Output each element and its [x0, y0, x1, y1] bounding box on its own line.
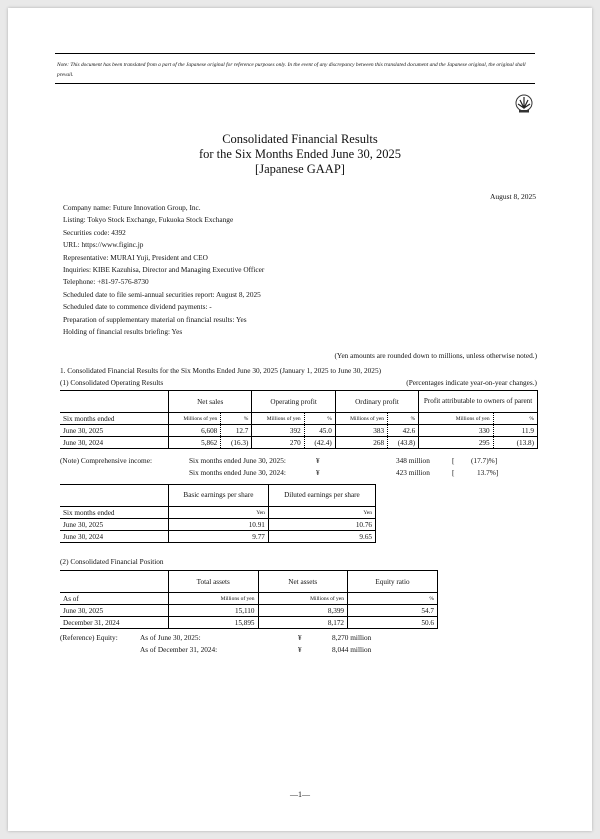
- filing-date: Scheduled date to file semi-annual securities report: August 8, 2025: [63, 289, 261, 299]
- table-row: June 30, 2025 6,608 12.7 392 45.0 383 42.6 330 11.9: [60, 425, 538, 437]
- col-basic-eps: Basic earnings per share: [169, 485, 269, 507]
- inquiries: Inquiries: KIBE Kazuhisa, Director and Managing Executive Officer: [63, 265, 265, 275]
- col-operating-profit: Operating profit: [252, 391, 335, 413]
- row-label-header: Six months ended: [60, 413, 169, 425]
- col-diluted-eps: Diluted earnings per share: [268, 485, 375, 507]
- table-row: June 30, 2025 15,110 8,399 54.7: [60, 605, 438, 617]
- representative: Representative: MURAI Yuji, President and CEO: [63, 252, 208, 262]
- results-briefing: Holding of financial results briefing: Yes: [63, 327, 183, 337]
- table-row: June 30, 2024 9.77 9.65: [60, 531, 376, 543]
- title-line-3: [Japanese GAAP]: [255, 162, 345, 176]
- title-line-1: Consolidated Financial Results: [222, 132, 378, 146]
- company-name: Company name: Future Innovation Group, Inc.: [63, 203, 201, 212]
- comprehensive-income-label: (Note) Comprehensive income:: [60, 456, 152, 465]
- document-title: [0, 132, 600, 177]
- table-row: June 30, 2024 5,862 (16.3) 270 (42.4) 268 (43.8) 295 (13.8): [60, 437, 538, 449]
- supplementary-material: Preparation of supplementary material on financial results: Yes: [63, 314, 247, 324]
- col-profit-owners: Profit attributable to owners of parent: [419, 391, 538, 413]
- operating-results-heading: (1) Consolidated Operating Results: [60, 378, 164, 387]
- company-info: [63, 202, 264, 338]
- eps-table: Basic earnings per share Diluted earnings per share Six months ended Yen Yen June 30, 2025 10.91 10.76 June 30, 2024 9.77 9.65: [60, 484, 376, 543]
- title-line-2: for the Six Months Ended June 30, 2025: [198, 147, 402, 161]
- dividend-date: Scheduled date to commence dividend payments: -: [63, 302, 212, 312]
- translation-note: Note: This document has been translated from a part of the Japanese original for reference purposes only. In the event of any discrepancy between this translated document and the Japanese original, the original shall prevail.: [55, 53, 535, 84]
- col-net-sales: Net sales: [169, 391, 252, 413]
- url: URL: https://www.figinc.jp: [63, 240, 144, 250]
- col-net-assets: Net assets: [258, 571, 348, 593]
- page-number: —1—: [290, 790, 310, 799]
- financial-position-table: Total assets Net assets Equity ratio As of Millions of yen Millions of yen % June 30, 2025 15,110 8,399 54.7 December 31, 2024 15,895 8,172 50.6: [60, 570, 438, 629]
- section-1-heading: 1. Consolidated Financial Results for the Six Months Ended June 30, 2025 (January 1, 2025 to June 30, 2025): [60, 366, 382, 375]
- report-date: August 8, 2025: [489, 192, 536, 201]
- operating-results-table: Net sales Operating profit Ordinary profit Profit attributable to owners of parent Six months ended Millions of yen % Millions of yen % Millions of yen % Millions of yen % June 30, 2025 6,608 12.7 392 45.0 383 42.6 330 11.9 June 30, 2024 5,862 (16.3) 270 (42.4) 268 (43.8) 295 (13.8): [60, 390, 538, 449]
- col-equity-ratio: Equity ratio: [348, 571, 438, 593]
- reference-equity-label: (Reference) Equity:: [60, 633, 118, 642]
- company-logo-icon: [514, 94, 534, 114]
- telephone: Telephone: +81-97-576-8730: [63, 277, 149, 287]
- col-ordinary-profit: Ordinary profit: [335, 391, 418, 413]
- securities-code: Securities code: 4392: [63, 227, 126, 237]
- yen-rounding-note: (Yen amounts are rounded down to millions, unless otherwise noted.): [334, 351, 537, 360]
- table-row: June 30, 2025 10.91 10.76: [60, 519, 376, 531]
- table-row: December 31, 2024 15,895 8,172 50.6: [60, 617, 438, 629]
- listing: Listing: Tokyo Stock Exchange, Fukuoka Stock Exchange: [63, 215, 234, 225]
- col-total-assets: Total assets: [169, 571, 259, 593]
- percentage-note: (Percentages indicate year-on-year changes.): [406, 378, 537, 387]
- financial-position-heading: (2) Consolidated Financial Position: [60, 557, 164, 566]
